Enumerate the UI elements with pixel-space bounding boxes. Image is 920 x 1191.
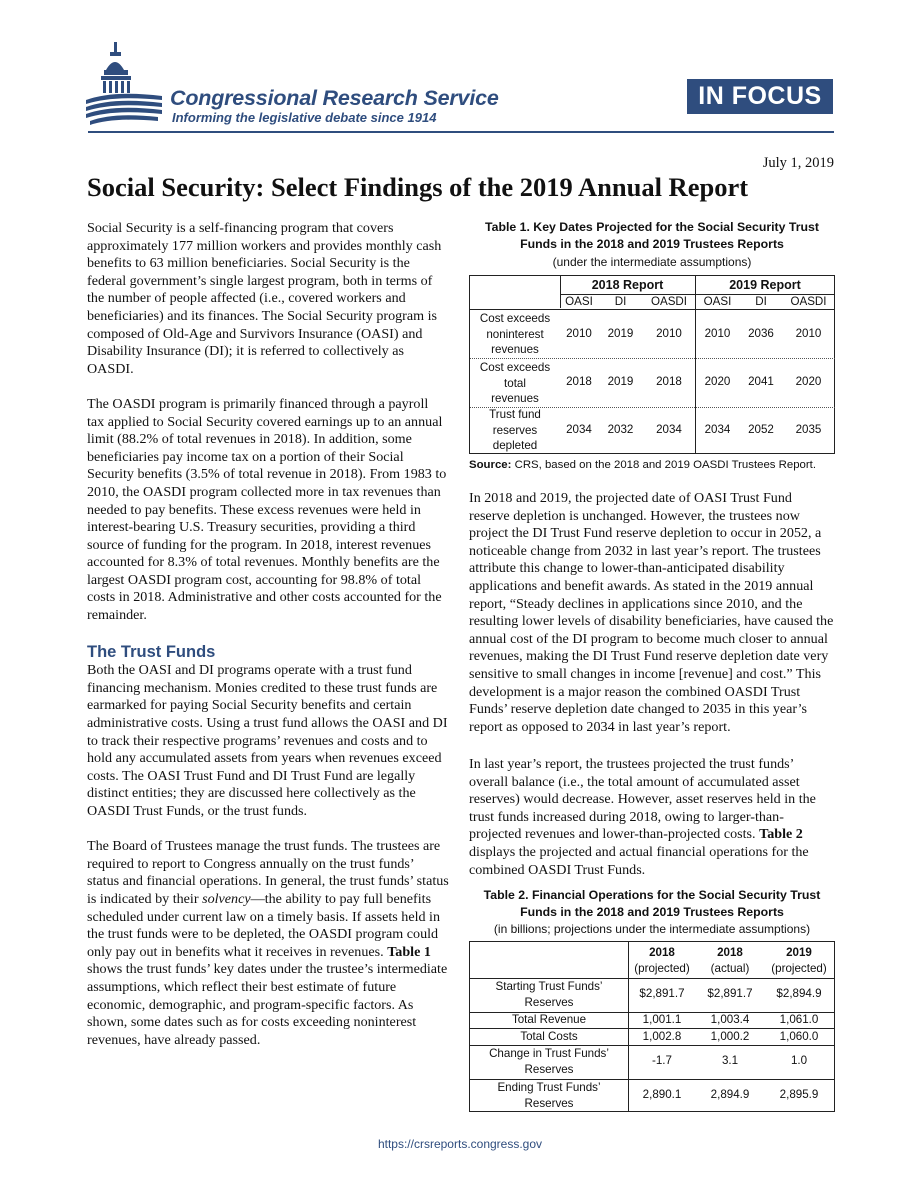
- table1-col-header: OASDI: [790, 295, 827, 308]
- table1-cell: 2010: [566, 327, 592, 340]
- table1-cell: 2010: [795, 327, 822, 340]
- table1-col-header: DI: [755, 295, 767, 308]
- org-tagline: Informing the legislative debate since 1914: [172, 110, 437, 125]
- table1-row-label: Cost exceeds total revenues: [479, 361, 551, 405]
- depletion-paragraph: In 2018 and 2019, the projected date of OASI Trust Fund reserve depletion is unchanged. However, the trustees now project the DI Trust Fund reserve depletion to occur in 2052, a noticeable change from 2032 in last year’s report. The trustees attribute this change to lower-than-anticipated disability applications and benefit awards. As stated in the 2019 annual report, “Steady declines in applications since 2010, and the resulting lower levels of disability beneficiaries, have caused the annual cost of the DI program to become much closer to annual revenues, making the DI Trust Fund reserve depletion date very sensitive to small changes in income [revenue] and cost.” This development is a major reason the combined OASDI Trust Funds’ reserve depletion date changed to 2035 in this year’s report as opposed to 2034 in last year’s report.: [469, 490, 834, 735]
- table2-cell: 1,002.8: [642, 1030, 682, 1043]
- financing-paragraph: The OASDI program is primarily financed through a payroll tax applied to Social Security covered earnings up to an annual limit (88.2% of total revenues in 2018). In addition, some beneficiaries pay income tax on a portion of their Social Security benefits (3.5% of total revenue in 2018). From 1983 to 2010, the OASDI program collected more in tax revenues than needed to pay benefits. These excess revenues were held in interest-bearing U.S. Treasury securities, providing a third source of funding for the program. In 2018, interest revenues accounted for 8.3% of total revenues. Monthly benefits are the largest OASDI program cost, accounting for 98.8% of total costs in 2018. Administrative and other costs accounted for the remainder.: [87, 395, 447, 624]
- table2-row-label: Total Costs: [520, 1030, 578, 1043]
- table1-cell: 2052: [748, 423, 774, 436]
- intro-paragraph: Social Security is a self-financing program that covers approximately 177 million workers and provides monthly cash benefits to 63 million beneficiaries. Social Security is the federal government’s single largest program, both in terms of the number of people affected (i.e., covered workers and beneficiaries) and its finances. The Social Security program is composed of Old-Age and Survivors Insurance (OASI) and Disability Insurance (DI); it is referred to collectively as OASDI.: [87, 220, 442, 377]
- table2-cell: 1,060.0: [779, 1030, 819, 1043]
- table2-cell: 3.1: [721, 1054, 739, 1067]
- table2-cell: 1,061.0: [779, 1013, 819, 1026]
- crs-capitol-logo-icon: [84, 40, 169, 130]
- table1-cell: 2034: [566, 423, 592, 436]
- header-divider: [88, 131, 834, 133]
- trust-fund-paragraph: Both the OASI and DI programs operate with a trust fund financing mechanism. Monies credited to these trust funds are earmarked for paying Social Security benefits and certain administrative costs. Using a trust fund allows the OASI and DI to track their respective programs’ revenues and costs and to hold any accumulated assets from years when revenues exceed costs. The OASI Trust Fund and DI Trust Fund are legally distinct entities; they are discussed here collectively as the OASDI Trust Funds, or the trust funds.: [87, 662, 448, 819]
- balance-paragraph: In last year’s report, the trustees projected the trust funds’ overall balance (i.e., the total amount of accumulated asset reserves) would decrease. However, asset reserves held in the trust funds increased during 2018, owing to larger-than-projected revenues and lower-than-projected costs. Table 2 displays the projected and actual financial operations for the combined OASDI Trust Funds.: [469, 756, 816, 878]
- table1-subtitle: (under the intermediate assumptions): [552, 255, 752, 269]
- trustees-paragraph: The Board of Trustees manage the trust funds. The trustees are required to report to Congress annually on the trust funds’ status and financial operations. In general, the trust funds’ status is indicated by their solvency—the ability to pay full benefits scheduled under current law on a timely basis. If assets held in the trust funds were to be depleted, the OASDI program could only pay out in benefits what it receives in revenues. Table 1 shows the trust funds’ key dates under the trustee’s intermediate assumptions, which reflect their best estimate of future economic, demographic, and program-specific factors. As shown, some dates such as for costs exceeding noninterest revenues, have already passed.: [87, 838, 449, 1048]
- table1-cell: 2032: [607, 423, 634, 436]
- table2-row-label: Total Revenue: [511, 1013, 587, 1026]
- table1-group-2018: 2018 Report: [591, 278, 664, 292]
- footer-url[interactable]: https://crsreports.congress.gov: [377, 1137, 543, 1151]
- table2-row-label: Ending Trust Funds’ Reserves: [497, 1081, 601, 1110]
- table2-subtitle: (in billions; projections under the intermediate assumptions): [493, 922, 811, 936]
- table1-col-header: OASI: [703, 295, 732, 308]
- table1-cell: 2035: [795, 423, 822, 436]
- table2-col-header: 2018 (projected): [634, 946, 690, 975]
- table2-cell: 2,890.1: [642, 1088, 682, 1101]
- table1-cell: 2019: [607, 375, 634, 388]
- table1-cell: 2034: [656, 423, 682, 436]
- table1-col-header: OASDI: [650, 295, 688, 308]
- table1-cell: 2018: [566, 375, 592, 388]
- table2-cell: 1.0: [790, 1054, 808, 1067]
- table1: [469, 275, 835, 454]
- table2-caption: Table 2. Financial Operations for the Social Security Trust Funds in the 2018 and 2019 Trustees Reports: [483, 888, 821, 919]
- table1-source: Source: CRS, based on the 2018 and 2019 OASDI Trustees Report.: [469, 459, 816, 471]
- table2-col-header: 2018 (actual): [710, 946, 750, 975]
- table1-cell: 2010: [704, 327, 731, 340]
- table1-cell: 2018: [656, 375, 682, 388]
- table2-cell: 1,001.1: [642, 1013, 682, 1026]
- table1-cell: 2036: [748, 327, 774, 340]
- table2: [469, 941, 835, 1112]
- table1-row-label: Cost exceeds noninterest revenues: [479, 312, 551, 356]
- table1-group-2019: 2019 Report: [729, 278, 801, 292]
- table2-col-header: 2019 (projected): [771, 946, 827, 975]
- table1-cell: 2020: [795, 375, 822, 388]
- table2-cell: 2,894.9: [710, 1088, 750, 1101]
- table2-cell: $2,891.7: [707, 987, 753, 1000]
- table2-row-label: Starting Trust Funds’ Reserves: [495, 980, 603, 1009]
- table2-cell: 1,000.2: [710, 1030, 750, 1043]
- table1-col-header: DI: [614, 295, 627, 308]
- table2-cell: 1,003.4: [710, 1013, 750, 1026]
- table2-cell: $2,894.9: [776, 987, 822, 1000]
- table2-row-label: Change in Trust Funds’ Reserves: [489, 1047, 609, 1076]
- table1-cell: 2034: [704, 423, 731, 436]
- org-name: Congressional Research Service: [170, 86, 499, 110]
- table1-row-label: Trust fund reserves depleted: [489, 408, 541, 452]
- left-column: [87, 220, 449, 1049]
- table1-cell: 2020: [704, 375, 731, 388]
- table2-cell: $2,891.7: [639, 987, 685, 1000]
- page-title: Social Security: Select Findings of the 2019 Annual Report: [87, 172, 749, 202]
- table1-caption: Table 1. Key Dates Projected for the Social Security Trust Funds in the 2018 and 2019 Trustees Reports: [485, 220, 819, 251]
- table1-cell: 2019: [607, 327, 634, 340]
- table1-cell: 2010: [656, 327, 682, 340]
- table2-cell: -1.7: [652, 1054, 672, 1067]
- section-heading-trust-funds: The Trust Funds: [87, 643, 216, 662]
- publication-date: July 1, 2019: [762, 155, 834, 171]
- table1-cell: 2041: [748, 375, 774, 388]
- table1-col-header: OASI: [565, 295, 593, 308]
- table2-cell: 2,895.9: [779, 1088, 819, 1101]
- in-focus-badge: IN FOCUS: [687, 79, 833, 114]
